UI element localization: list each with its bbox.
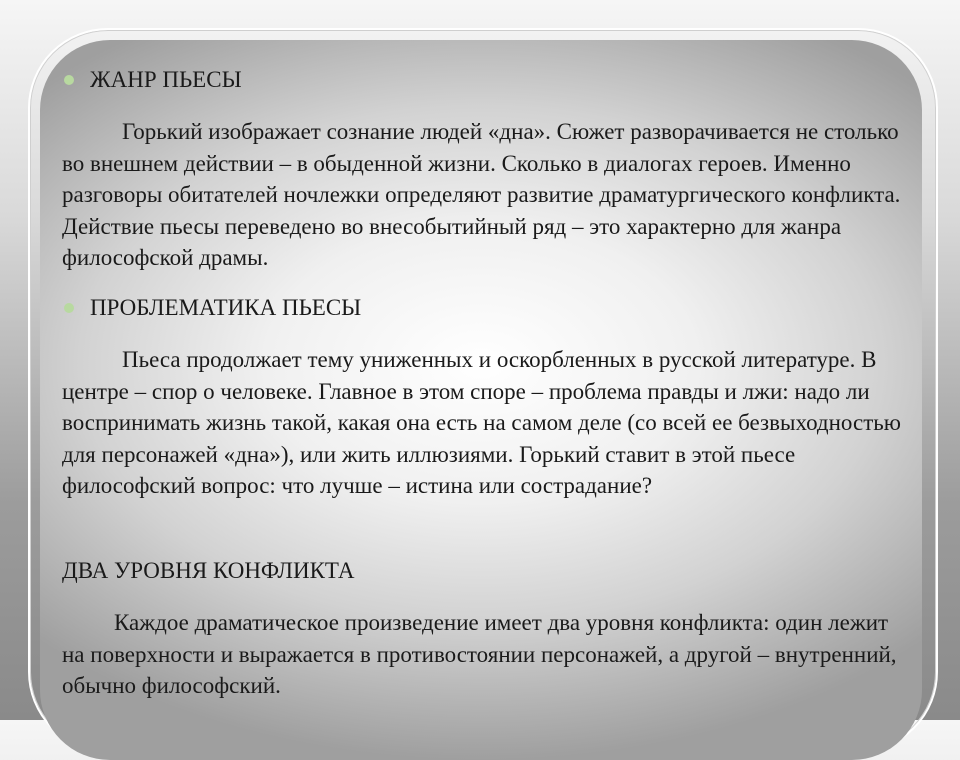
section-heading-genre xyxy=(64,64,242,96)
bullet-icon xyxy=(64,303,74,313)
paragraph-problems: Пьеса продолжает тему униженных и оскорбленных в русской литературе. В центре – спор о человеке. Главное в этом споре – проблема правды и лжи: надо ли воспринимать жизнь такой, какая она есть на самом деле (со всей ее безвыходностью для персонажей «дна»), или жить иллюзиями. Горький ставит в этой пьесе философский вопрос: что лучше – истина или сострадание? xyxy=(62,347,901,498)
section-heading-problems xyxy=(64,292,361,324)
paragraph-conflict: Каждое драматическое произведение имеет два уровня конфликта: один лежит на поверхности и выражается в противостоянии персонажей, а другой – внутренний, обычно философский. xyxy=(62,610,897,698)
heading-text: ЖАНР ПЬЕСЫ xyxy=(90,67,242,92)
heading-text: ПРОБЛЕМАТИКА ПЬЕСЫ xyxy=(90,295,362,320)
bullet-icon xyxy=(64,75,74,85)
section-heading-conflict: ДВА УРОВНЯ КОНФЛИКТА xyxy=(62,558,355,583)
paragraph-genre: Горький изображает сознание людей «дна». Сюжет разворачивается не столько во внешнем действии – в обыденной жизни. Сколько в диалогах героев. Именно разговоры обитателей ночлежки определяют развитие драматургического конфликта. Действие пьесы переведено во внесобытийный ряд – это характерно для жанра философской драмы. xyxy=(62,119,901,270)
